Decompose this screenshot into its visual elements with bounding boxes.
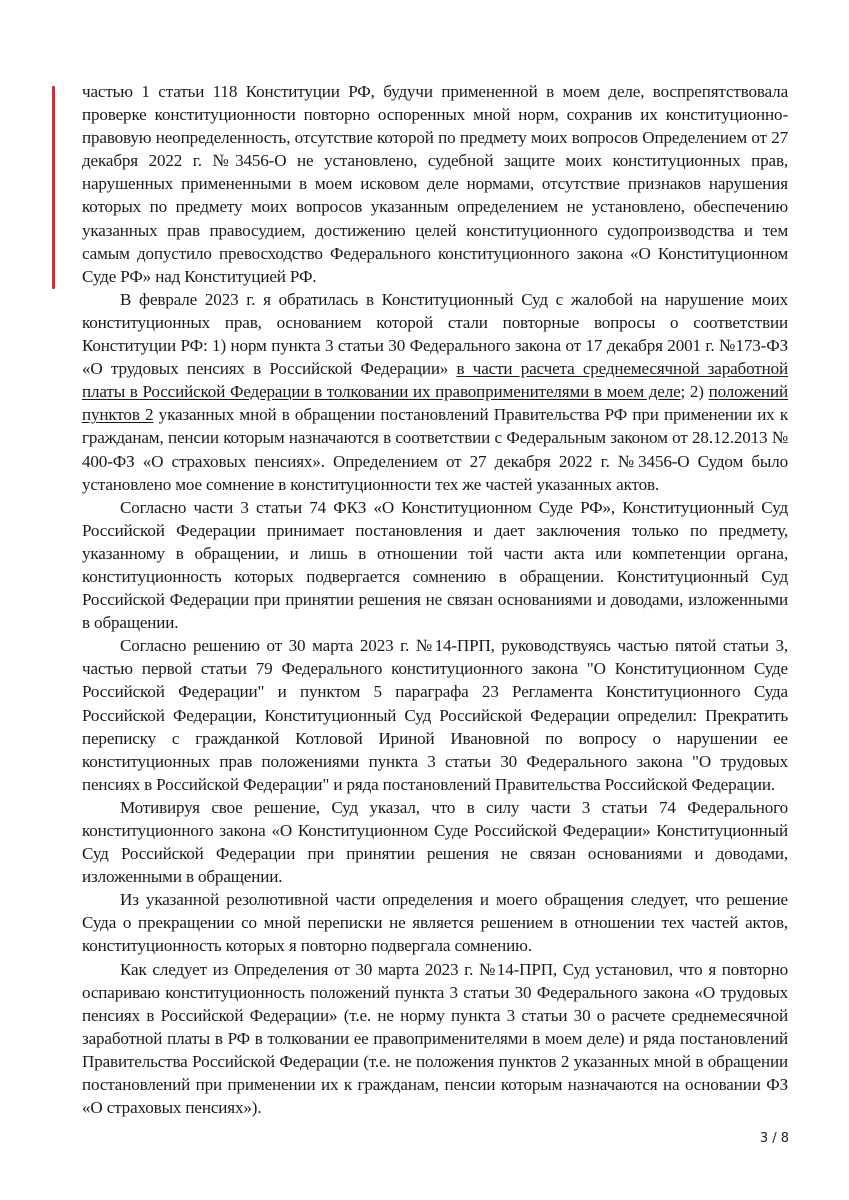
- paragraph-1: частью 1 статьи 118 Конституции РФ, будучи примененной в моем деле, воспрепятствовала проверке конституционности повторно оспоренных мной норм, сохранив их конституционно-правовую неопределенность, отсутствие которой по предмету моих вопросов Определением от 27 декабря 2022 г. №3456-О не установлено, судебной защите моих конституционных прав, нарушенных примененными в моем исковом деле нормами, отсутствие признаков нарушения которых по предмету моих вопросов указанным определением не установлено, обеспечению указанных прав правосудием, достижению целей конституционного судопроизводства и тем самым допустило превосходство Федерального конституционного закона «О Конституционном Суде РФ» над Конституцией РФ.: [82, 82, 788, 286]
- paragraph-3: Согласно части 3 статьи 74 ФКЗ «О Конституционном Суде РФ», Конституционный Суд Российской Федерации принимает постановления и дает заключения только по предмету, указанному в обращении, и лишь в отношении той части акта или компетенции органа, конституционность которых подвергается сомнению в обращении. Конституционный Суд Российской Федерации при принятии решения не связан основаниями и доводами, изложенными в обращении.: [82, 497, 788, 633]
- page-number: 3 / 8: [759, 1131, 789, 1146]
- paragraph-7: Как следует из Определения от 30 марта 2023 г. №14-ПРП, Суд установил, что я повторно оспариваю конституционность положений пункта 3 статьи 30 Федерального закона «О трудовых пенсиях в Российской Федерации» (т.е. не норму пункта 3 статьи 30 о расчете среднемесячной заработной платы в РФ в толковании ее правоприменителями в моем деле) и ряда постановлений Правительства Российской Федерации (т.е. не положения пунктов 2 указанных мной в обращении постановлений при применении их к гражданам, пенсии которым назначаются на основании ФЗ «О страховых пенсиях»).: [82, 959, 788, 1118]
- paragraph-2-text: В феврале 2023 г. я обратилась в Конституционный Суд с жалобой на нарушение моих конституционных прав, основанием которой стали повторные вопросы о соответствии Конституции РФ: 1) норм пункта 3 статьи 30 Федерального закона от 17 декабря 2001 г. №173-ФЗ «О трудовых пенсиях в Российской Федерации»: [82, 289, 788, 379]
- paragraph-4: Согласно решению от 30 марта 2023 г. №14-ПРП, руководствуясь частью пятой статьи 3, частью первой статьи 79 Федерального конституционного закона "О Конституционном Суде Российской Федерации" и пунктом 5 параграфа 23 Регламента Конституционного Суда Российской Федерации, Конституционный Суд Российской Федерации определил: Прекратить переписку с гражданкой Котловой Ириной Ивановной по вопросу о нарушении ее конституционных прав положениями пункта 3 статьи 30 Федерального закона "О трудовых пенсиях в Российской Федерации" и ряда постановлений Правительства Российской Федерации.: [82, 636, 788, 794]
- underlined-phrase-calculation: в части расчета среднемесячной заработной платы в Российской Федерации в толковании их правоприменителями в моем деле: [82, 359, 788, 402]
- paragraph-2-text: указанных мной в обращении постановлений Правительства РФ при применении их к гражданам, пенсии которым назначаются в соответствии с Федеральным законом от 28.12.2013 № 400-ФЗ «О страховых пенсиях». Определением от 27 декабря 2022 г. №3456-О Судом было установлено мое сомнение в конституционности тех же частей указанных актов.: [82, 405, 788, 494]
- paragraph-5: Мотивируя свое решение, Суд указал, что в силу части 3 статьи 74 Федерального конституционного закона «О Конституционном Суде Российской Федерации» Конституционный Суд Российской Федерации при принятии решения не связан основаниями и доводами, изложенными в обращении.: [82, 797, 788, 887]
- paragraph-2-text: ; 2): [680, 382, 709, 402]
- document-body: [82, 80, 788, 1119]
- underlined-phrase-provisions: положений пунктов 2: [82, 382, 788, 425]
- revision-change-bar: [52, 86, 55, 289]
- paragraph-2: [82, 288, 788, 496]
- paragraph-6: Из указанной резолютивной части определения и моего обращения следует, что решение Суда о прекращении со мной переписки не является решением в отношении тех частей актов, конституционность которых я повторно подвергала сомнению.: [82, 890, 788, 956]
